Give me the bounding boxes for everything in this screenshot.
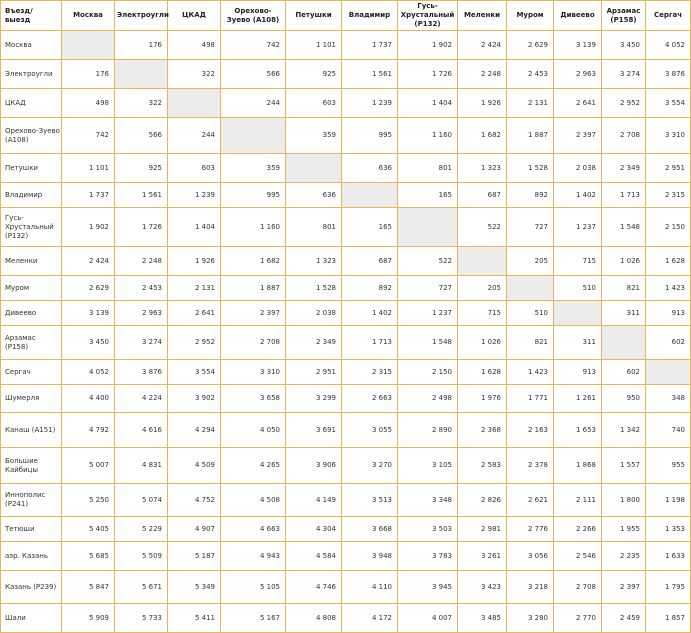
fare-cell: 1 423 — [646, 276, 691, 301]
fare-cell: 2 397 — [554, 118, 602, 154]
fare-cell: 176 — [115, 31, 168, 60]
fare-cell: 2 235 — [602, 542, 646, 571]
row-header: Арзамас (Р158) — [1, 326, 62, 360]
fare-cell: 4 052 — [646, 31, 691, 60]
column-header: ЦКАД — [168, 1, 221, 31]
fare-cell: 5 229 — [115, 517, 168, 542]
fare-cell: 522 — [458, 208, 507, 247]
fare-cell: 913 — [554, 360, 602, 385]
fare-cell: 2 583 — [458, 448, 507, 484]
fare-cell: 821 — [507, 326, 554, 360]
fare-cell: 1 026 — [458, 326, 507, 360]
fare-cell: 995 — [221, 183, 286, 208]
table-row — [1, 154, 691, 183]
fare-cell: 566 — [221, 60, 286, 89]
row-header: Владимир — [1, 183, 62, 208]
diagonal-empty-cell — [115, 60, 168, 89]
fare-cell: 3 948 — [342, 542, 398, 571]
fare-cell: 727 — [398, 276, 458, 301]
fare-cell: 3 423 — [458, 571, 507, 604]
fare-cell: 3 450 — [602, 31, 646, 60]
fare-cell: 1 795 — [646, 571, 691, 604]
fare-cell: 3 139 — [62, 301, 115, 326]
fare-cell: 3 485 — [458, 604, 507, 633]
table-row — [1, 247, 691, 276]
fare-cell: 1 561 — [115, 183, 168, 208]
fare-cell: 3 055 — [342, 413, 398, 448]
fare-cell: 1 528 — [286, 276, 342, 301]
fare-cell: 1 548 — [602, 208, 646, 247]
fare-cell: 2 952 — [602, 89, 646, 118]
fare-cell: 2 131 — [168, 276, 221, 301]
fare-cell: 2 248 — [458, 60, 507, 89]
fare-cell: 4 792 — [62, 413, 115, 448]
fare-cell: 1 423 — [507, 360, 554, 385]
fare-cell: 5 167 — [221, 604, 286, 633]
fare-cell: 1 887 — [221, 276, 286, 301]
fare-cell: 995 — [342, 118, 398, 154]
fare-cell: 5 405 — [62, 517, 115, 542]
row-header: Сергач — [1, 360, 62, 385]
fare-cell: 1 261 — [554, 385, 602, 413]
fare-cell: 5 671 — [115, 571, 168, 604]
fare-cell: 3 270 — [342, 448, 398, 484]
table-row — [1, 276, 691, 301]
fare-cell: 1 198 — [646, 484, 691, 517]
fare-cell: 3 876 — [115, 360, 168, 385]
row-header: Москва — [1, 31, 62, 60]
fare-cell: 3 668 — [342, 517, 398, 542]
fare-cell: 1 726 — [398, 60, 458, 89]
fare-cell: 3 056 — [507, 542, 554, 571]
fare-cell: 1 342 — [602, 413, 646, 448]
table-row — [1, 89, 691, 118]
diagonal-empty-cell — [62, 31, 115, 60]
fare-cell: 1 402 — [554, 183, 602, 208]
fare-cell: 4 149 — [286, 484, 342, 517]
fare-cell: 687 — [342, 247, 398, 276]
table-row — [1, 326, 691, 360]
fare-cell: 2 163 — [507, 413, 554, 448]
fare-cell: 2 770 — [554, 604, 602, 633]
fare-cell: 244 — [168, 118, 221, 154]
fare-cell: 2 629 — [62, 276, 115, 301]
fare-cell: 3 274 — [115, 326, 168, 360]
fare-cell: 498 — [168, 31, 221, 60]
fare-cell: 2 963 — [554, 60, 602, 89]
fare-cell: 3 513 — [342, 484, 398, 517]
fare-cell: 322 — [168, 60, 221, 89]
fare-cell: 3 691 — [286, 413, 342, 448]
fare-cell: 1 548 — [398, 326, 458, 360]
fare-cell: 3 503 — [398, 517, 458, 542]
fare-cell: 1 404 — [168, 208, 221, 247]
fare-cell: 715 — [458, 301, 507, 326]
fare-cell: 3 348 — [398, 484, 458, 517]
fare-cell: 1 404 — [398, 89, 458, 118]
fare-cell: 5 187 — [168, 542, 221, 571]
fare-cell: 1 101 — [62, 154, 115, 183]
diagonal-empty-cell — [286, 154, 342, 183]
fare-cell: 1 633 — [646, 542, 691, 571]
fare-cell: 3 945 — [398, 571, 458, 604]
fare-cell: 4 304 — [286, 517, 342, 542]
fare-cell: 3 450 — [62, 326, 115, 360]
fare-cell: 1 902 — [62, 208, 115, 247]
fare-cell: 498 — [62, 89, 115, 118]
fare-cell: 522 — [398, 247, 458, 276]
fare-cell: 2 131 — [507, 89, 554, 118]
column-header: Орехово-Зуево (А108) — [221, 1, 286, 31]
fare-cell: 2 424 — [62, 247, 115, 276]
fare-cell: 4 509 — [168, 448, 221, 484]
fare-cell: 950 — [602, 385, 646, 413]
fare-cell: 1 713 — [342, 326, 398, 360]
fare-cell: 2 397 — [602, 571, 646, 604]
fare-cell: 3 218 — [507, 571, 554, 604]
fare-cell: 4 265 — [221, 448, 286, 484]
fare-cell: 892 — [342, 276, 398, 301]
fare-cell: 4 746 — [286, 571, 342, 604]
fare-cell: 742 — [221, 31, 286, 60]
fare-cell: 1 160 — [398, 118, 458, 154]
fare-cell: 4 224 — [115, 385, 168, 413]
fare-cell: 1 726 — [115, 208, 168, 247]
fare-cell: 2 621 — [507, 484, 554, 517]
fare-cell: 5 105 — [221, 571, 286, 604]
fare-cell: 4 831 — [115, 448, 168, 484]
fare-cell: 1 026 — [602, 247, 646, 276]
fare-cell: 1 628 — [646, 247, 691, 276]
fare-cell: 2 424 — [458, 31, 507, 60]
fare-cell: 1 402 — [342, 301, 398, 326]
fare-cell: 1 887 — [507, 118, 554, 154]
fare-cell: 176 — [62, 60, 115, 89]
table-row — [1, 385, 691, 413]
fare-cell: 4 752 — [168, 484, 221, 517]
fare-cell: 2 266 — [554, 517, 602, 542]
fare-cell: 1 713 — [602, 183, 646, 208]
fare-cell: 3 876 — [646, 60, 691, 89]
row-header: Тетюши — [1, 517, 62, 542]
fare-cell: 913 — [646, 301, 691, 326]
fare-cell: 2 038 — [286, 301, 342, 326]
fare-cell: 2 776 — [507, 517, 554, 542]
fare-cell: 2 315 — [646, 183, 691, 208]
column-header: Москва — [62, 1, 115, 31]
fare-cell: 2 150 — [646, 208, 691, 247]
fare-cell: 1 353 — [646, 517, 691, 542]
column-header: Муром — [507, 1, 554, 31]
fare-cell: 3 139 — [554, 31, 602, 60]
table-row — [1, 60, 691, 89]
diagonal-empty-cell — [221, 118, 286, 154]
fare-cell: 1 926 — [168, 247, 221, 276]
fare-cell: 5 847 — [62, 571, 115, 604]
fare-cell: 5 909 — [62, 604, 115, 633]
row-header: Орехово-Зуево (А108) — [1, 118, 62, 154]
fare-cell: 742 — [62, 118, 115, 154]
fare-cell: 5 685 — [62, 542, 115, 571]
row-header: Меленки — [1, 247, 62, 276]
fare-cell: 5 074 — [115, 484, 168, 517]
fare-cell: 1 237 — [554, 208, 602, 247]
fare-cell: 2 951 — [646, 154, 691, 183]
fare-cell: 5 509 — [115, 542, 168, 571]
row-header: Шали — [1, 604, 62, 633]
fare-cell: 3 902 — [168, 385, 221, 413]
fare-cell: 1 323 — [286, 247, 342, 276]
fare-cell: 165 — [398, 183, 458, 208]
fare-cell: 2 708 — [221, 326, 286, 360]
fare-cell: 1 868 — [554, 448, 602, 484]
fare-cell: 2 111 — [554, 484, 602, 517]
fare-cell: 2 952 — [168, 326, 221, 360]
fare-cell: 2 708 — [602, 118, 646, 154]
fare-cell: 2 498 — [398, 385, 458, 413]
fare-cell: 1 528 — [507, 154, 554, 183]
fare-cell: 1 902 — [398, 31, 458, 60]
corner-header: Въезд/ выезд — [1, 1, 62, 31]
fare-cell: 2 038 — [554, 154, 602, 183]
table-row — [1, 571, 691, 604]
fare-cell: 1 800 — [602, 484, 646, 517]
column-header: Петушки — [286, 1, 342, 31]
table-row — [1, 448, 691, 484]
fare-cell: 348 — [646, 385, 691, 413]
fare-cell: 603 — [168, 154, 221, 183]
fare-cell: 636 — [342, 154, 398, 183]
column-header: Меленки — [458, 1, 507, 31]
fare-cell: 925 — [115, 154, 168, 183]
fare-cell: 244 — [221, 89, 286, 118]
fare-cell: 1 557 — [602, 448, 646, 484]
fare-cell: 1 857 — [646, 604, 691, 633]
fare-cell: 1 955 — [602, 517, 646, 542]
diagonal-empty-cell — [507, 276, 554, 301]
fare-cell: 3 658 — [221, 385, 286, 413]
fare-cell: 3 906 — [286, 448, 342, 484]
fare-cell: 821 — [602, 276, 646, 301]
fare-cell: 3 310 — [646, 118, 691, 154]
fare-cell: 3 299 — [286, 385, 342, 413]
fare-cell: 2 150 — [398, 360, 458, 385]
fare-cell: 2 708 — [554, 571, 602, 604]
fare-cell: 359 — [221, 154, 286, 183]
fare-cell: 636 — [286, 183, 342, 208]
fare-cell: 4 400 — [62, 385, 115, 413]
fare-cell: 1 239 — [168, 183, 221, 208]
fare-cell: 1 682 — [221, 247, 286, 276]
diagonal-empty-cell — [646, 360, 691, 385]
fare-cell: 2 890 — [398, 413, 458, 448]
diagonal-empty-cell — [398, 208, 458, 247]
fare-cell: 955 — [646, 448, 691, 484]
fare-cell: 2 951 — [286, 360, 342, 385]
fare-cell: 1 926 — [458, 89, 507, 118]
row-header: Муром — [1, 276, 62, 301]
row-header: Большие Кайбицы — [1, 448, 62, 484]
fare-cell: 1 653 — [554, 413, 602, 448]
fare-cell: 1 239 — [342, 89, 398, 118]
fare-cell: 740 — [646, 413, 691, 448]
fare-cell: 2 546 — [554, 542, 602, 571]
table-row — [1, 183, 691, 208]
fare-cell: 4 584 — [286, 542, 342, 571]
column-header: Арзамас (Р158) — [602, 1, 646, 31]
table-row — [1, 542, 691, 571]
fare-cell: 4 110 — [342, 571, 398, 604]
column-header: Гусь-Хрустальный (Р132) — [398, 1, 458, 31]
column-header: Сергач — [646, 1, 691, 31]
fare-cell: 2 629 — [507, 31, 554, 60]
diagonal-empty-cell — [342, 183, 398, 208]
fare-cell: 1 771 — [507, 385, 554, 413]
fare-cell: 801 — [286, 208, 342, 247]
fare-cell: 2 453 — [507, 60, 554, 89]
row-header: аэр. Казань — [1, 542, 62, 571]
table-body — [1, 31, 691, 633]
fare-cell: 3 280 — [507, 604, 554, 633]
fare-cell: 5 349 — [168, 571, 221, 604]
row-header: Казань (Р239) — [1, 571, 62, 604]
fare-cell: 4 907 — [168, 517, 221, 542]
fare-cell: 925 — [286, 60, 342, 89]
diagonal-empty-cell — [168, 89, 221, 118]
row-header: Дивеево — [1, 301, 62, 326]
fare-cell: 727 — [507, 208, 554, 247]
fare-cell: 4 050 — [221, 413, 286, 448]
fare-cell: 311 — [554, 326, 602, 360]
row-header: Петушки — [1, 154, 62, 183]
fare-cell: 510 — [554, 276, 602, 301]
fare-cell: 205 — [458, 276, 507, 301]
fare-cell: 4 172 — [342, 604, 398, 633]
table-row — [1, 118, 691, 154]
row-header: Электроугли — [1, 60, 62, 89]
fare-cell: 4 294 — [168, 413, 221, 448]
fare-cell: 3 105 — [398, 448, 458, 484]
fare-cell: 3 783 — [398, 542, 458, 571]
table-row — [1, 208, 691, 247]
fare-cell: 2 826 — [458, 484, 507, 517]
column-header: Владимир — [342, 1, 398, 31]
fare-cell: 602 — [602, 360, 646, 385]
fare-cell: 3 554 — [646, 89, 691, 118]
fare-cell: 4 808 — [286, 604, 342, 633]
fare-cell: 1 628 — [458, 360, 507, 385]
fare-cell: 2 459 — [602, 604, 646, 633]
fare-cell: 1 323 — [458, 154, 507, 183]
fare-cell: 892 — [507, 183, 554, 208]
fare-cell: 2 349 — [286, 326, 342, 360]
fare-cell: 4 052 — [62, 360, 115, 385]
fare-cell: 2 368 — [458, 413, 507, 448]
fare-cell: 602 — [646, 326, 691, 360]
fare-cell: 1 237 — [398, 301, 458, 326]
diagonal-empty-cell — [602, 326, 646, 360]
table-row — [1, 301, 691, 326]
row-header: Иннополис (Р241) — [1, 484, 62, 517]
header-row — [1, 1, 691, 31]
table-row — [1, 484, 691, 517]
fare-cell: 3 261 — [458, 542, 507, 571]
fare-cell: 2 963 — [115, 301, 168, 326]
fare-cell: 603 — [286, 89, 342, 118]
table-row — [1, 413, 691, 448]
fare-cell: 5 733 — [115, 604, 168, 633]
fare-cell: 205 — [507, 247, 554, 276]
fare-cell: 715 — [554, 247, 602, 276]
fare-cell: 1 160 — [221, 208, 286, 247]
fare-cell: 2 349 — [602, 154, 646, 183]
fare-cell: 1 737 — [342, 31, 398, 60]
fare-cell: 1 561 — [342, 60, 398, 89]
table-row — [1, 604, 691, 633]
column-header: Дивеево — [554, 1, 602, 31]
fare-cell: 165 — [342, 208, 398, 247]
row-header: Шумерля — [1, 385, 62, 413]
fare-cell: 1 737 — [62, 183, 115, 208]
fare-cell: 510 — [507, 301, 554, 326]
fare-cell: 3 554 — [168, 360, 221, 385]
fare-cell: 2 641 — [168, 301, 221, 326]
diagonal-empty-cell — [458, 247, 507, 276]
fare-cell: 2 315 — [342, 360, 398, 385]
row-header: ЦКАД — [1, 89, 62, 118]
column-header: Электроугли — [115, 1, 168, 31]
fare-cell: 1 682 — [458, 118, 507, 154]
row-header: Канаш (А151) — [1, 413, 62, 448]
fare-cell: 2 663 — [342, 385, 398, 413]
diagonal-empty-cell — [554, 301, 602, 326]
fare-cell: 5 411 — [168, 604, 221, 633]
fare-cell: 566 — [115, 118, 168, 154]
fare-cell: 687 — [458, 183, 507, 208]
fare-cell: 2 981 — [458, 517, 507, 542]
fare-cell: 359 — [286, 118, 342, 154]
fare-cell: 1 101 — [286, 31, 342, 60]
fare-cell: 2 641 — [554, 89, 602, 118]
fare-cell: 2 453 — [115, 276, 168, 301]
fare-cell: 4 663 — [221, 517, 286, 542]
fare-cell: 5 250 — [62, 484, 115, 517]
fare-cell: 4 943 — [221, 542, 286, 571]
fare-cell: 3 310 — [221, 360, 286, 385]
table-row — [1, 517, 691, 542]
fare-cell: 1 976 — [458, 385, 507, 413]
fare-cell: 4 007 — [398, 604, 458, 633]
fare-cell: 2 397 — [221, 301, 286, 326]
table-row — [1, 360, 691, 385]
fare-cell: 801 — [398, 154, 458, 183]
fare-cell: 2 378 — [507, 448, 554, 484]
row-header: Гусь-Хрустальный (Р132) — [1, 208, 62, 247]
fare-cell: 322 — [115, 89, 168, 118]
table-row — [1, 31, 691, 60]
fare-cell: 4 508 — [221, 484, 286, 517]
fare-cell: 4 616 — [115, 413, 168, 448]
fare-cell: 3 274 — [602, 60, 646, 89]
fare-cell: 5 007 — [62, 448, 115, 484]
fare-cell: 311 — [602, 301, 646, 326]
fare-cell: 2 248 — [115, 247, 168, 276]
